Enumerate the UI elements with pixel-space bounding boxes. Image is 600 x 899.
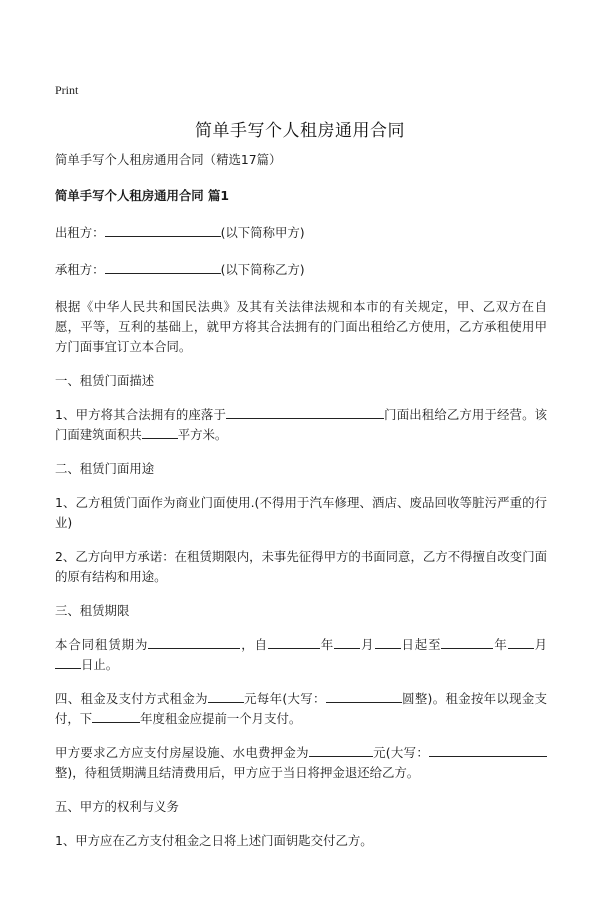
section-4-paragraph-2 [55, 743, 547, 783]
end-year-blank [441, 635, 493, 649]
rent-blank [208, 689, 244, 703]
lessee-blank [105, 260, 221, 274]
end-month-blank [508, 635, 534, 649]
lessor-label: 出租方： [55, 225, 105, 240]
section-2-paragraph-1: 1、乙方租赁门面作为商业门面使用.(不得用于汽车修理、酒店、废品回收等脏污严重的行业) [55, 495, 547, 530]
sec1-text-b: 门面出租给乙方用于经营。该门面建筑面积共 [55, 407, 547, 442]
sec4-text-g: 整)，待租赁期满且结清费用后，甲方应于当日将押金退还给乙方。 [55, 765, 420, 780]
sec3-text-c: 年 [319, 637, 335, 652]
sec4-text-e: 甲方要求乙方应支付房屋设施、水电费押金为 [55, 745, 309, 760]
end-day-blank [55, 655, 81, 669]
section-3-paragraph-1 [55, 635, 547, 675]
section-5-paragraph-1: 1、甲方应在乙方支付租金之日将上述门面钥匙交付乙方。 [55, 833, 373, 848]
sec4-text-f: 元(大写： [372, 745, 430, 760]
sec3-text-b: ，自 [240, 637, 268, 652]
lessee-line [55, 260, 547, 280]
section-1-title: 一、租赁门面描述 [55, 373, 155, 388]
sec4-text-c: 圆整)。租金按年以现金支付，下 [55, 691, 547, 726]
document-title: 简单手写个人租房通用合同 [195, 121, 405, 141]
start-year-blank [268, 635, 320, 649]
document-body [55, 150, 547, 865]
lessee-label: 承租方： [55, 262, 105, 277]
rent-words-blank [326, 689, 402, 703]
deposit-words-blank [429, 743, 547, 757]
sec4-text-a: 四、租金及支付方式租金为 [55, 691, 208, 706]
lessor-blank [105, 223, 221, 237]
part-heading: 简单手写个人租房通用合同 篇1 [55, 188, 230, 203]
section-4-paragraph-1 [55, 689, 547, 729]
document-subtitle: 简单手写个人租房通用合同（精选17篇） [55, 152, 282, 167]
next-year-blank [92, 709, 140, 723]
deposit-blank [309, 743, 373, 757]
print-label[interactable]: Print [55, 83, 79, 97]
sec3-text-e: 日起至 [400, 637, 442, 652]
sec3-text-d: 月 [360, 637, 375, 652]
sec3-text-g: 月 [533, 637, 548, 652]
section-2-title: 二、租赁门面用途 [55, 461, 155, 476]
lessor-suffix: (以下简称甲方) [220, 225, 305, 240]
section-2-paragraph-2: 2、乙方向甲方承诺：在租赁期限内，未事先征得甲方的书面同意，乙方不得擅自改变门面的原有结构和用途。 [55, 549, 547, 584]
sec3-text-f: 年 [493, 637, 508, 652]
start-month-blank [334, 635, 360, 649]
sec4-text-b: 元每年(大写： [243, 691, 326, 706]
location-blank [226, 405, 384, 419]
start-day-blank [375, 635, 401, 649]
term-blank [148, 635, 240, 649]
lessee-suffix: (以下简称乙方) [220, 262, 305, 277]
sec1-text-c: 平方米。 [177, 427, 228, 442]
sec4-text-d: 年度租金应提前一个月支付。 [140, 711, 302, 726]
section-1-paragraph-1 [55, 405, 547, 445]
lessor-line [55, 223, 547, 243]
sec1-text-a: 1、甲方将其合法拥有的座落于 [55, 407, 227, 422]
section-3-title: 三、租赁期限 [55, 603, 130, 618]
area-blank [142, 425, 178, 439]
intro-paragraph: 根据《中华人民共和国民法典》及其有关法律法规和本市的有关规定，甲、乙双方在自愿，平等，互利的基础上，就甲方将其合法拥有的门面出租给乙方使用，乙方承租使用甲方门面事宜订立本合同。 [55, 299, 547, 354]
sec3-text-a: 本合同租赁期为 [55, 637, 149, 652]
section-5-title: 五、甲方的权利与义务 [55, 799, 179, 814]
sec3-text-h: 日止。 [81, 657, 119, 672]
